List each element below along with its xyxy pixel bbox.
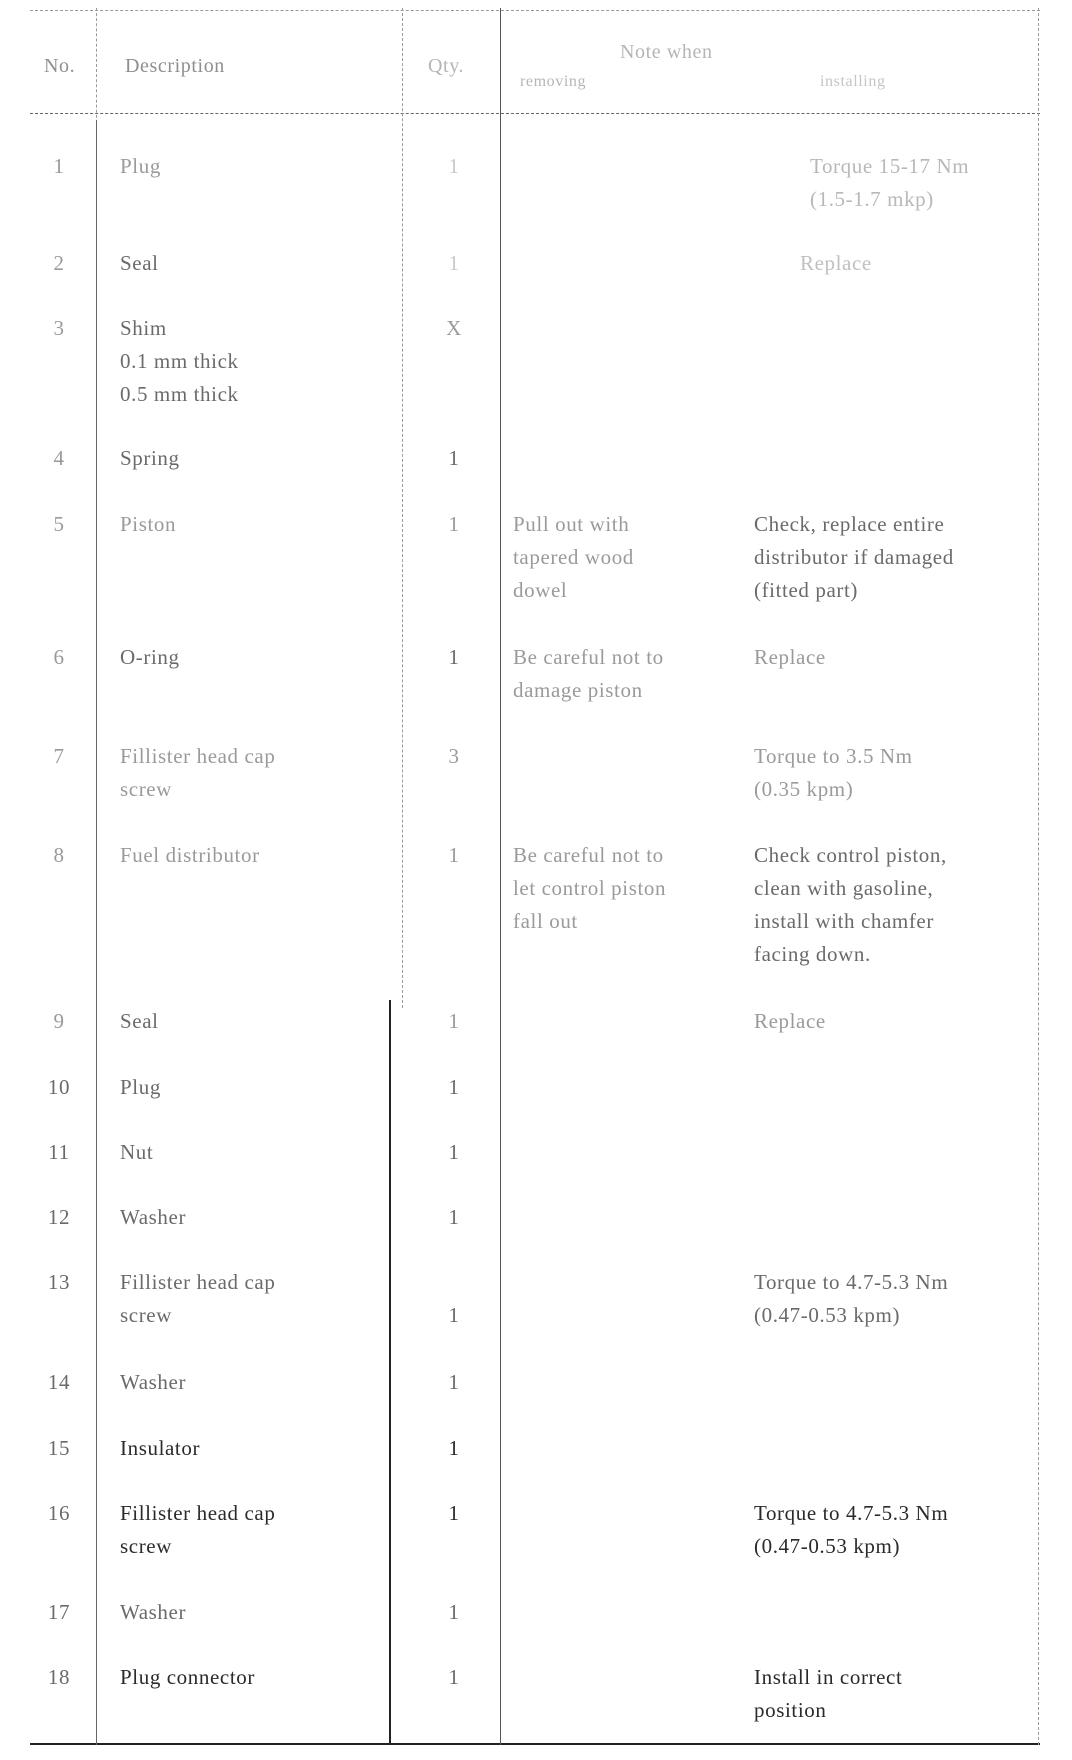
row-qty: 3 <box>448 744 460 768</box>
remove-line: damage piston <box>513 678 643 702</box>
row-number: 11 <box>48 1140 70 1164</box>
install-line: (0.47-0.53 kpm) <box>754 1303 901 1327</box>
row-description <box>120 442 400 475</box>
row-number: 16 <box>47 1501 71 1525</box>
row-description <box>120 1201 400 1234</box>
row-install-note <box>810 150 1072 216</box>
row-description <box>120 1005 400 1038</box>
row-install-note <box>800 247 1072 280</box>
install-line: facing down. <box>754 942 871 966</box>
install-line: Torque 15-17 Nm <box>810 154 970 178</box>
row-description <box>120 1497 400 1563</box>
description-line: O-ring <box>120 645 180 669</box>
install-line: (1.5-1.7 mkp) <box>810 187 934 211</box>
row-remove-note <box>513 839 753 938</box>
description-line: Washer <box>120 1205 187 1229</box>
install-line: clean with gasoline, <box>754 876 934 900</box>
row-qty: 1 <box>448 1205 460 1229</box>
row-qty: 1 <box>448 1075 460 1099</box>
remove-line: Be careful not to <box>513 645 664 669</box>
description-line: Plug <box>120 1075 161 1099</box>
row-description <box>120 312 400 411</box>
description-line: Insulator <box>120 1436 201 1460</box>
install-line: Check, replace entire <box>754 512 945 536</box>
row-qty: 1 <box>448 843 460 867</box>
row-description <box>120 1366 400 1399</box>
row-description <box>120 1432 400 1465</box>
description-line: screw <box>120 1303 172 1327</box>
row-install-note <box>754 641 1064 674</box>
remove-line: let control piston <box>513 876 667 900</box>
description-line: Washer <box>120 1600 187 1624</box>
row-description <box>120 1071 400 1104</box>
install-line: distributor if damaged <box>754 545 954 569</box>
row-qty: 1 <box>448 645 460 669</box>
row-number: 13 <box>47 1270 71 1294</box>
row-number: 8 <box>53 843 65 867</box>
row-number: 5 <box>53 512 65 536</box>
row-number: 7 <box>53 744 65 768</box>
description-line: 0.5 mm thick <box>120 382 239 406</box>
row-qty: 1 <box>448 154 460 178</box>
row-number: 4 <box>53 446 65 470</box>
header-qty: Qty. <box>428 55 465 77</box>
install-line: (fitted part) <box>754 578 859 602</box>
row-description <box>120 1136 400 1169</box>
row-description <box>120 150 400 183</box>
row-qty: 1 <box>448 1370 460 1394</box>
description-line: Plug <box>120 154 161 178</box>
install-line: (0.47-0.53 kpm) <box>754 1534 901 1558</box>
description-line: Plug connector <box>120 1665 255 1689</box>
install-line: Torque to 4.7-5.3 Nm <box>754 1270 949 1294</box>
description-line: screw <box>120 1534 172 1558</box>
row-description <box>120 839 400 872</box>
row-remove-note <box>513 508 753 607</box>
row-number: 14 <box>47 1370 71 1394</box>
col-divider-no <box>96 8 97 128</box>
description-line: Fillister head cap <box>120 1501 276 1525</box>
row-install-note <box>754 1266 1064 1332</box>
install-line: install with chamfer <box>754 909 934 933</box>
description-line: screw <box>120 777 172 801</box>
remove-line: Be careful not to <box>513 843 664 867</box>
col-divider-qty <box>500 8 501 1745</box>
col-divider-no-lower <box>96 120 97 1745</box>
row-qty: 1 <box>448 1600 460 1624</box>
row-install-note <box>754 1497 1064 1563</box>
row-number: 17 <box>47 1600 71 1624</box>
install-line: Replace <box>800 251 872 275</box>
row-number: 2 <box>53 251 65 275</box>
row-install-note <box>754 1661 1064 1727</box>
header-note-when: Note when <box>620 41 713 63</box>
row-qty: 1 <box>448 1140 460 1164</box>
row-number: 3 <box>53 316 65 340</box>
description-line: Washer <box>120 1370 187 1394</box>
install-line: Torque to 4.7-5.3 Nm <box>754 1501 949 1525</box>
row-qty: 1 <box>448 1501 460 1525</box>
install-line: Install in correct <box>754 1665 903 1689</box>
row-install-note <box>754 508 1064 607</box>
description-line: Shim <box>120 316 167 340</box>
description-line: 0.1 mm thick <box>120 349 239 373</box>
row-install-note <box>754 1005 1064 1038</box>
header-removing: removing <box>520 73 587 90</box>
row-install-note <box>754 740 1064 806</box>
row-description <box>120 641 400 674</box>
table-bottom-border <box>30 1743 1040 1745</box>
description-line: Seal <box>120 1009 159 1033</box>
description-line: Fillister head cap <box>120 744 276 768</box>
row-install-note <box>754 839 1064 971</box>
row-qty: 1 <box>448 1665 460 1689</box>
install-line: Replace <box>754 645 826 669</box>
row-number: 12 <box>47 1205 71 1229</box>
description-line: Fillister head cap <box>120 1270 276 1294</box>
row-qty: 1 <box>448 251 460 275</box>
row-description <box>120 1266 400 1332</box>
description-line: Nut <box>120 1140 154 1164</box>
row-qty: 1 <box>448 1009 460 1033</box>
remove-line: Pull out with <box>513 512 630 536</box>
header-no: No. <box>44 55 76 77</box>
row-description <box>120 740 400 806</box>
install-line: Torque to 3.5 Nm <box>754 744 913 768</box>
description-line: Seal <box>120 251 159 275</box>
install-line: (0.35 kpm) <box>754 777 854 801</box>
row-description <box>120 1596 400 1629</box>
row-number: 15 <box>47 1436 71 1460</box>
description-line: Spring <box>120 446 180 470</box>
install-line: Replace <box>754 1009 826 1033</box>
description-line: Piston <box>120 512 177 536</box>
row-number: 9 <box>53 1009 65 1033</box>
row-description <box>120 508 400 541</box>
row-number: 1 <box>53 154 65 178</box>
remove-line: fall out <box>513 909 578 933</box>
row-description <box>120 247 400 280</box>
row-qty: X <box>446 316 462 340</box>
row-qty: 1 <box>448 512 460 536</box>
row-description <box>120 1661 400 1694</box>
row-number: 10 <box>47 1075 71 1099</box>
row-number: 6 <box>53 645 65 669</box>
row-number: 18 <box>47 1665 71 1689</box>
description-line: Fuel distributor <box>120 843 260 867</box>
header-description: Description <box>125 55 225 77</box>
row-remove-note <box>513 641 753 707</box>
row-qty: 1 <box>448 1303 460 1327</box>
col-divider-desc <box>402 8 403 1008</box>
remove-line: dowel <box>513 578 568 602</box>
row-qty: 1 <box>448 446 460 470</box>
header-bottom-border <box>30 113 1040 114</box>
row-qty: 1 <box>448 1436 460 1460</box>
remove-line: tapered wood <box>513 545 634 569</box>
install-line: Check control piston, <box>754 843 947 867</box>
table-top-border <box>30 10 1040 11</box>
install-line: position <box>754 1698 827 1722</box>
header-installing: installing <box>820 73 886 90</box>
